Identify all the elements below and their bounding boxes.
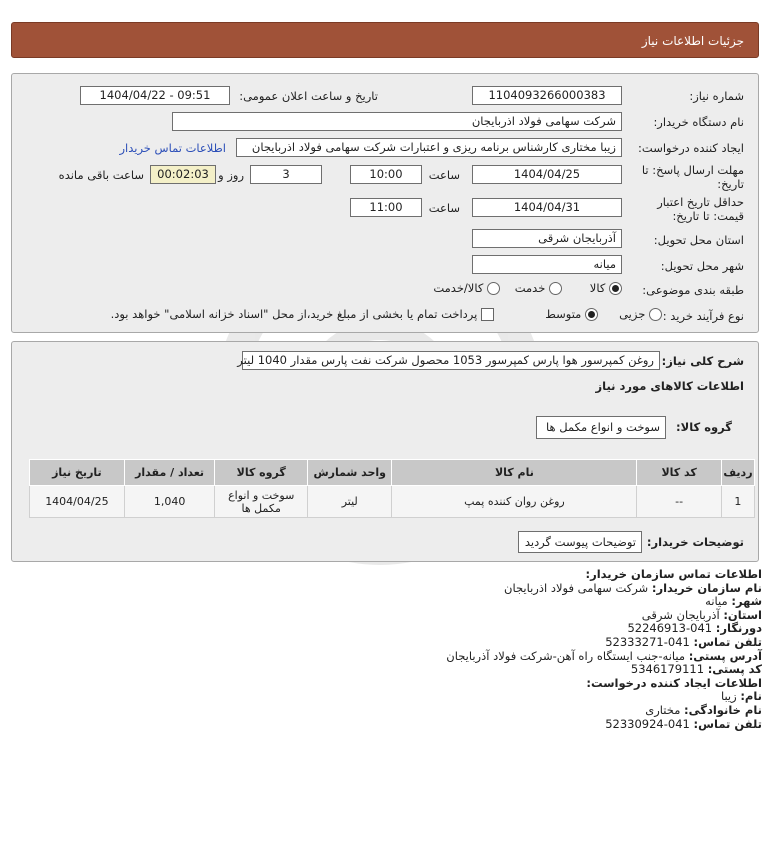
announce-label: تاریخ و ساعت اعلان عمومی: [239,89,378,103]
contact-buyer-name [12,582,762,596]
details-panel [11,341,759,562]
radio-medium[interactable] [585,308,598,321]
remaining-time-field: 00:02:03 [150,165,216,184]
field-label: دورنگار: [715,621,762,636]
option-label: متوسط [545,307,582,321]
contact-city [12,595,762,609]
province-field: آذربایجان شرقی [472,229,622,248]
col-code: کد کالا [637,460,721,486]
field-value: زیبا [720,689,737,704]
field-label: نام خانوادگی: [684,702,762,717]
col-qty: تعداد / مقدار [124,460,215,486]
purchase-option-medium[interactable] [545,307,598,321]
deadline-date-field: 1404/04/25 [472,165,622,184]
radio-service[interactable] [549,282,562,295]
cell-code: -- [637,486,721,518]
buyer-contact-link[interactable]: اطلاعات تماس خریدار [119,141,226,155]
field-label: استان: [723,607,762,622]
need-number-label: شماره نیاز: [689,89,744,103]
col-group: گروه کالا [215,460,308,486]
category-label: طبقه بندی موضوعی: [642,283,744,297]
cell-qty: 1,040 [124,486,215,518]
creator-field: زیبا مختاری کارشناس برنامه ریزی و اعتبارات شرکت سهامی فولاد اذربایجان [236,138,622,157]
table-row [30,486,755,518]
field-value: شرکت سهامی فولاد اذربایجان [504,580,649,595]
contact-title: اطلاعات تماس سازمان خریدار: [585,567,762,581]
buyer-notes-field: توضیحات پیوست گردید [518,531,642,553]
creator-phone [12,718,762,732]
col-date: تاریخ نیاز [30,460,125,486]
option-label: جزیی [619,307,646,321]
treasury-checkbox[interactable] [481,308,494,321]
purchase-type-label: نوع فرآیند خرید : [662,309,744,323]
field-label: نام: [740,689,762,704]
field-value: 041-52333271 [605,634,690,649]
validity-time-field: 11:00 [350,198,422,217]
need-info-panel [11,73,759,333]
days-field: 3 [250,165,322,184]
goods-group-field: سوخت و انواع مکمل ها [536,416,666,439]
remaining-label: ساعت باقی مانده [58,168,144,182]
creator-title: اطلاعات ایجاد کننده درخواست: [586,675,762,690]
cell-date: 1404/04/25 [30,486,125,518]
cell-unit: لیتر [308,486,392,518]
field-label: کد پستی: [707,662,762,677]
deadline-time-label: ساعت [428,168,460,182]
field-label: شهر: [731,594,762,609]
radio-minor[interactable] [649,308,662,321]
summary-label: شرح کلی نیاز: [661,354,744,368]
category-option-goods[interactable] [590,281,622,295]
field-value: آذربایجان شرقی [641,607,720,622]
contact-address [12,650,762,664]
contact-province [12,609,762,623]
announce-field: 1404/04/22 - 09:51 [80,86,230,105]
contact-phone [12,636,762,650]
contact-postal [12,663,762,677]
option-label: کالا/خدمت [433,281,484,295]
goods-table [29,459,755,518]
table-header-row [30,460,755,486]
field-label: تلفن تماس: [693,716,762,731]
page-header [11,22,759,58]
cell-name: روغن روان کننده پمپ [392,486,637,518]
days-label: روز و [218,168,244,182]
summary-field: روغن کمپرسور هوا پارس کمپرسور 1053 محصول شرکت نفت پارس مقدار 1040 لیتر [242,351,660,370]
field-label: نام سازمان خریدار: [651,580,762,595]
option-label: خدمت [514,281,546,295]
radio-goods[interactable] [609,282,622,295]
buyer-notes-label: توضیحات خریدار: [646,535,744,549]
field-value: مختاری [645,702,681,717]
contact-fax [12,622,762,636]
field-label: آدرس پستی: [688,648,762,663]
category-option-goods-service[interactable] [433,281,500,295]
contact-section [12,568,762,731]
col-unit: واحد شمارش [308,460,392,486]
page-title: جزئیات اطلاعات نیاز [641,34,744,48]
buyer-org-field: شرکت سهامی فولاد اذربایجان [172,112,622,131]
goods-info-title: اطلاعات کالاهای مورد نیاز [595,379,744,393]
deadline-label-2: تاریخ: [717,177,744,191]
deadline-time-field: 10:00 [350,165,422,184]
purchase-option-minor[interactable] [619,307,662,321]
field-value: 041-52330924 [605,716,690,731]
cell-group: سوخت و انواع مکمل ها [215,486,308,518]
creator-label: ایجاد کننده درخواست: [638,141,744,155]
validity-date-field: 1404/04/31 [472,198,622,217]
field-value: 041-52246913 [627,621,713,636]
field-value: 5346179111 [630,662,705,677]
field-value: میانه [705,594,728,609]
validity-time-label: ساعت [428,201,460,215]
need-number-field: 1104093266000383 [472,86,622,105]
radio-goods-service[interactable] [487,282,500,295]
city-field: میانه [472,255,622,274]
deadline-label-1: مهلت ارسال پاسخ: تا [641,163,744,177]
treasury-note: پرداخت تمام یا بخشی از مبلغ خرید،از محل "اسناد خزانه اسلامی" خواهد بود. [110,307,478,321]
col-name: نام کالا [392,460,637,486]
goods-group-label: گروه کالا: [676,420,732,434]
field-value: میانه-جنب ایستگاه راه آهن-شرکت فولاد آذربایجان [446,648,686,663]
category-option-service[interactable] [515,281,562,295]
creator-first-name [12,690,762,704]
creator-last-name [12,704,762,718]
cell-row: 1 [721,486,754,518]
buyer-org-label: نام دستگاه خریدار: [653,115,744,129]
city-label: شهر محل تحویل: [660,259,744,273]
col-row: ردیف [721,460,754,486]
treasury-payment-option[interactable] [111,307,494,321]
validity-label-1: حداقل تاریخ اعتبار [657,195,744,209]
validity-label-2: قیمت: تا تاریخ: [672,209,744,223]
province-label: استان محل تحویل: [653,233,744,247]
field-label: تلفن تماس: [693,634,762,649]
option-label: کالا [589,281,606,295]
